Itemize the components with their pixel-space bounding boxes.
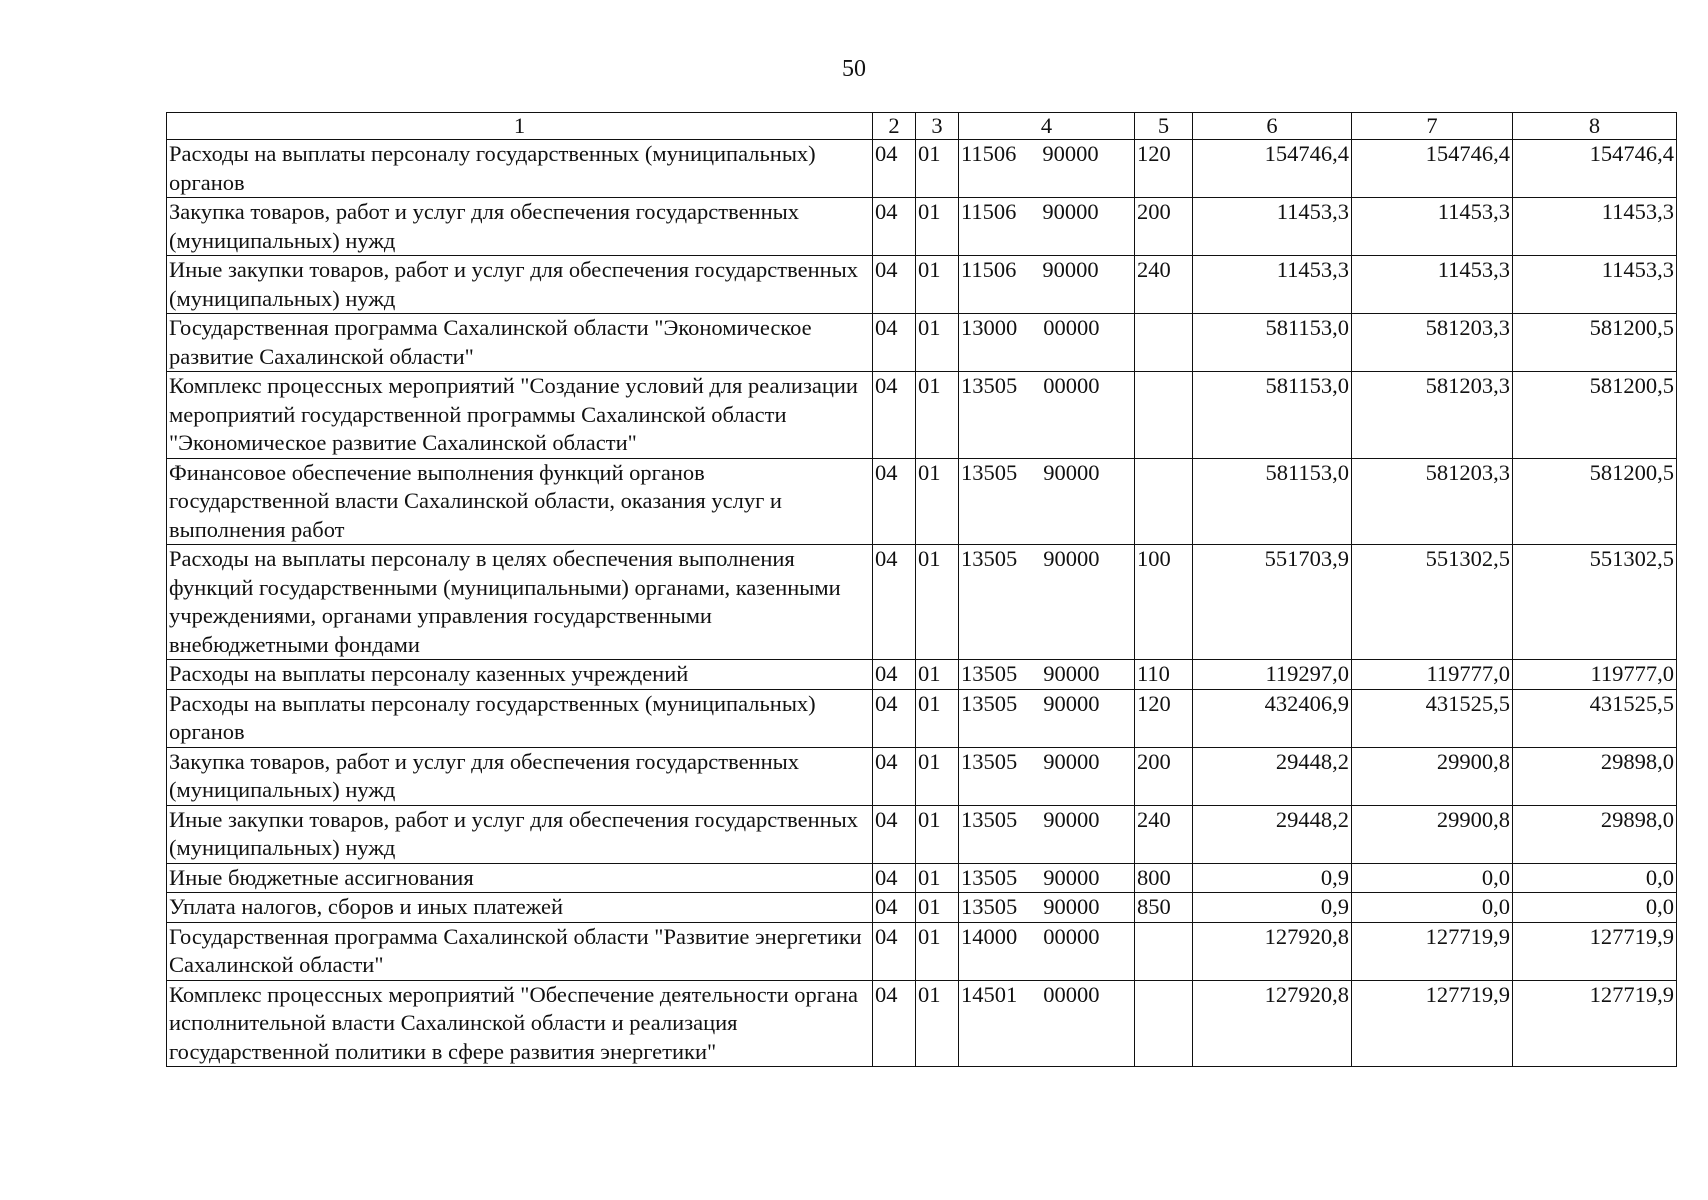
program-code	[959, 140, 1135, 198]
program-code-part1: 13505	[961, 546, 1018, 571]
program-code-part1: 13505	[961, 661, 1018, 686]
table-row	[167, 458, 1677, 545]
row-description: Расходы на выплаты персоналу в целях обеспечения выполнения функций государственными (муниципальными) органами, казенными учреждениями, органами управления государственными внебюджетными фондами	[167, 545, 873, 660]
program-code-part1: 11506	[961, 141, 1017, 166]
section-code: 04	[873, 314, 916, 372]
row-description: Расходы на выплаты персоналу государственных (муниципальных) органов	[167, 689, 873, 747]
amount-col-7: 29900,8	[1352, 747, 1513, 805]
section-code: 04	[873, 805, 916, 863]
row-description: Иные закупки товаров, работ и услуг для обеспечения государственных (муниципальных) нужд	[167, 256, 873, 314]
col-header-8: 8	[1513, 113, 1677, 140]
expense-type-code: 850	[1135, 893, 1193, 923]
program-code-part2: 90000	[1043, 690, 1100, 716]
subsection-code: 01	[916, 689, 959, 747]
expense-type-code: 100	[1135, 545, 1193, 660]
amount-col-8: 127719,9	[1513, 922, 1677, 980]
amount-col-7: 154746,4	[1352, 140, 1513, 198]
program-code	[959, 863, 1135, 893]
page-number: 50	[842, 56, 866, 82]
amount-col-7: 551302,5	[1352, 545, 1513, 660]
subsection-code: 01	[916, 660, 959, 690]
section-code: 04	[873, 458, 916, 545]
amount-col-8: 581200,5	[1513, 458, 1677, 545]
amount-col-8: 0,0	[1513, 863, 1677, 893]
expense-type-code: 240	[1135, 805, 1193, 863]
row-description: Уплата налогов, сборов и иных платежей	[167, 893, 873, 923]
col-header-3: 3	[916, 113, 959, 140]
section-code: 04	[873, 198, 916, 256]
table-row	[167, 198, 1677, 256]
subsection-code: 01	[916, 863, 959, 893]
program-code	[959, 458, 1135, 545]
table-row	[167, 980, 1677, 1067]
expense-type-code	[1135, 372, 1193, 459]
program-code-part1: 13505	[961, 373, 1018, 398]
row-description: Иные закупки товаров, работ и услуг для обеспечения государственных (муниципальных) нужд	[167, 805, 873, 863]
subsection-code: 01	[916, 747, 959, 805]
col-header-4: 4	[959, 113, 1135, 140]
table-row	[167, 689, 1677, 747]
amount-col-8: 581200,5	[1513, 314, 1677, 372]
expense-type-code: 110	[1135, 660, 1193, 690]
amount-col-8: 431525,5	[1513, 689, 1677, 747]
section-code: 04	[873, 256, 916, 314]
program-code-part2: 00000	[1043, 923, 1100, 949]
amount-col-8: 119777,0	[1513, 660, 1677, 690]
table-row	[167, 140, 1677, 198]
row-description: Расходы на выплаты персоналу государственных (муниципальных) органов	[167, 140, 873, 198]
program-code-part2: 90000	[1043, 806, 1100, 832]
row-description: Финансовое обеспечение выполнения функций органов государственной власти Сахалинской области, оказания услуг и выполнения работ	[167, 458, 873, 545]
program-code-part2: 90000	[1042, 257, 1099, 282]
table-row	[167, 256, 1677, 314]
program-code-part2: 90000	[1043, 894, 1100, 919]
subsection-code: 01	[916, 198, 959, 256]
budget-table	[166, 112, 1677, 1067]
table-row	[167, 893, 1677, 923]
amount-col-7: 11453,3	[1352, 256, 1513, 314]
program-code-part1: 13505	[961, 690, 1018, 716]
amount-col-8: 11453,3	[1513, 198, 1677, 256]
expense-type-code: 240	[1135, 256, 1193, 314]
program-code	[959, 256, 1135, 314]
header-row	[167, 113, 1677, 140]
amount-col-6: 29448,2	[1193, 805, 1352, 863]
col-header-7: 7	[1352, 113, 1513, 140]
program-code-part1: 13000	[961, 315, 1018, 340]
row-description: Государственная программа Сахалинской области "Развитие энергетики Сахалинской области"	[167, 922, 873, 980]
amount-col-8: 154746,4	[1513, 140, 1677, 198]
amount-col-7: 127719,9	[1352, 980, 1513, 1067]
table-row	[167, 863, 1677, 893]
subsection-code: 01	[916, 458, 959, 545]
amount-col-7: 581203,3	[1352, 458, 1513, 545]
program-code-part2: 90000	[1043, 864, 1100, 890]
section-code: 04	[873, 545, 916, 660]
section-code: 04	[873, 980, 916, 1067]
program-code-part1: 11506	[961, 257, 1017, 282]
program-code-part2: 00000	[1043, 981, 1100, 1007]
subsection-code: 01	[916, 256, 959, 314]
col-header-2: 2	[873, 113, 916, 140]
table-row	[167, 747, 1677, 805]
amount-col-6: 11453,3	[1193, 198, 1352, 256]
amount-col-7: 0,0	[1352, 863, 1513, 893]
amount-col-6: 551703,9	[1193, 545, 1352, 660]
section-code: 04	[873, 922, 916, 980]
section-code: 04	[873, 893, 916, 923]
program-code	[959, 689, 1135, 747]
program-code	[959, 980, 1135, 1067]
amount-col-6: 154746,4	[1193, 140, 1352, 198]
row-description: Государственная программа Сахалинской области "Экономическое развитие Сахалинской области"	[167, 314, 873, 372]
program-code-part1: 13505	[961, 748, 1018, 774]
expense-type-code	[1135, 314, 1193, 372]
program-code-part2: 90000	[1042, 199, 1099, 224]
subsection-code: 01	[916, 545, 959, 660]
program-code	[959, 747, 1135, 805]
section-code: 04	[873, 372, 916, 459]
amount-col-7: 0,0	[1352, 893, 1513, 923]
amount-col-6: 581153,0	[1193, 372, 1352, 459]
subsection-code: 01	[916, 922, 959, 980]
subsection-code: 01	[916, 314, 959, 372]
program-code	[959, 922, 1135, 980]
expense-type-code: 120	[1135, 140, 1193, 198]
table-row	[167, 314, 1677, 372]
expense-type-code: 120	[1135, 689, 1193, 747]
program-code-part2: 90000	[1043, 546, 1100, 571]
program-code-part1: 13505	[961, 806, 1018, 832]
program-code-part2: 90000	[1043, 459, 1100, 485]
program-code-part1: 14501	[961, 981, 1018, 1007]
expense-type-code: 200	[1135, 198, 1193, 256]
program-code	[959, 893, 1135, 923]
program-code-part2: 90000	[1043, 748, 1100, 774]
amount-col-7: 431525,5	[1352, 689, 1513, 747]
program-code	[959, 805, 1135, 863]
program-code-part2: 00000	[1043, 315, 1100, 340]
program-code-part1: 13505	[961, 459, 1018, 485]
program-code	[959, 545, 1135, 660]
amount-col-8: 29898,0	[1513, 805, 1677, 863]
section-code: 04	[873, 140, 916, 198]
expense-type-code: 200	[1135, 747, 1193, 805]
section-code: 04	[873, 689, 916, 747]
program-code-part1: 11506	[961, 199, 1017, 224]
row-description: Комплекс процессных мероприятий "Создание условий для реализации мероприятий государственной программы Сахалинской области "Экономическое развитие Сахалинской области"	[167, 372, 873, 459]
table-row	[167, 805, 1677, 863]
amount-col-6: 127920,8	[1193, 922, 1352, 980]
amount-col-8: 11453,3	[1513, 256, 1677, 314]
col-header-5: 5	[1135, 113, 1193, 140]
amount-col-8: 0,0	[1513, 893, 1677, 923]
amount-col-6: 581153,0	[1193, 314, 1352, 372]
amount-col-7: 119777,0	[1352, 660, 1513, 690]
table-row	[167, 545, 1677, 660]
amount-col-6: 29448,2	[1193, 747, 1352, 805]
program-code-part1: 14000	[961, 923, 1018, 949]
program-code-part2: 00000	[1043, 373, 1100, 398]
amount-col-6: 0,9	[1193, 893, 1352, 923]
program-code-part1: 13505	[961, 894, 1018, 919]
expense-type-code	[1135, 980, 1193, 1067]
amount-col-6: 432406,9	[1193, 689, 1352, 747]
program-code	[959, 660, 1135, 690]
program-code	[959, 198, 1135, 256]
row-description: Закупка товаров, работ и услуг для обеспечения государственных (муниципальных) нужд	[167, 198, 873, 256]
amount-col-6: 119297,0	[1193, 660, 1352, 690]
amount-col-8: 127719,9	[1513, 980, 1677, 1067]
program-code-part2: 90000	[1043, 661, 1100, 686]
row-description: Закупка товаров, работ и услуг для обеспечения государственных (муниципальных) нужд	[167, 747, 873, 805]
table-row	[167, 660, 1677, 690]
amount-col-7: 11453,3	[1352, 198, 1513, 256]
table-row	[167, 372, 1677, 459]
row-description: Иные бюджетные ассигнования	[167, 863, 873, 893]
program-code	[959, 314, 1135, 372]
program-code-part2: 90000	[1042, 141, 1099, 166]
subsection-code: 01	[916, 805, 959, 863]
amount-col-7: 581203,3	[1352, 314, 1513, 372]
row-description: Расходы на выплаты персоналу казенных учреждений	[167, 660, 873, 690]
amount-col-6: 127920,8	[1193, 980, 1352, 1067]
amount-col-6: 11453,3	[1193, 256, 1352, 314]
amount-col-6: 0,9	[1193, 863, 1352, 893]
amount-col-7: 29900,8	[1352, 805, 1513, 863]
amount-col-8: 581200,5	[1513, 372, 1677, 459]
subsection-code: 01	[916, 372, 959, 459]
subsection-code: 01	[916, 980, 959, 1067]
amount-col-8: 29898,0	[1513, 747, 1677, 805]
amount-col-6: 581153,0	[1193, 458, 1352, 545]
section-code: 04	[873, 660, 916, 690]
table-row	[167, 922, 1677, 980]
expense-type-code: 800	[1135, 863, 1193, 893]
expense-type-code	[1135, 922, 1193, 980]
amount-col-7: 127719,9	[1352, 922, 1513, 980]
row-description: Комплекс процессных мероприятий "Обеспечение деятельности органа исполнительной власти Сахалинской области и реализация государственной политики в сфере развития энергетики"	[167, 980, 873, 1067]
program-code	[959, 372, 1135, 459]
section-code: 04	[873, 747, 916, 805]
col-header-6: 6	[1193, 113, 1352, 140]
subsection-code: 01	[916, 140, 959, 198]
amount-col-7: 581203,3	[1352, 372, 1513, 459]
amount-col-8: 551302,5	[1513, 545, 1677, 660]
expense-type-code	[1135, 458, 1193, 545]
col-header-1: 1	[167, 113, 873, 140]
section-code: 04	[873, 863, 916, 893]
subsection-code: 01	[916, 893, 959, 923]
program-code-part1: 13505	[961, 864, 1018, 890]
